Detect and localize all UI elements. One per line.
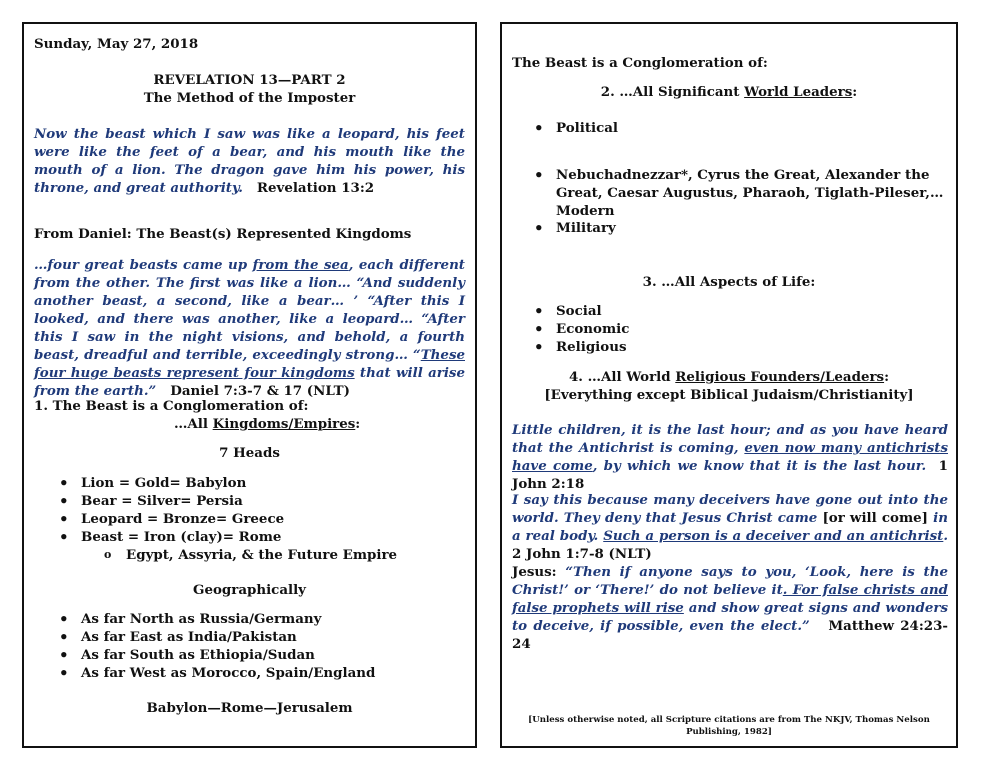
list-item: • As far North as Russia/Germany	[59, 610, 375, 628]
leaders-list	[534, 119, 949, 137]
list-item: • As far South as Ethiopia/Sudan	[59, 646, 375, 664]
point1-sub-post: :	[355, 416, 361, 432]
list-item: • Religious	[534, 338, 629, 356]
quote-speaker: Jesus:	[512, 564, 566, 580]
quote-ref: Matthew 24:23-24	[512, 618, 948, 652]
leaders-list-military	[534, 219, 949, 237]
quote-part: and show great signs and wonders to deceive, if possible, even the elect.”	[512, 600, 948, 634]
list-item: o Egypt, Assyria, & the Future Empire	[104, 546, 397, 564]
right-heading: The Beast is a Conglomeration of:	[512, 55, 768, 71]
quote-ref: 1 John 2:18	[512, 458, 948, 492]
sermon-subtitle: The Method of the Imposter	[143, 90, 356, 106]
point4-post: :	[884, 369, 890, 385]
list-item: • Lion = Gold= Babylon	[59, 474, 284, 492]
list-item: • Political	[534, 119, 949, 137]
quote-part: in a real body.	[512, 510, 948, 544]
footnote: [Unless otherwise noted, all Scripture citations are from The NKJV, Thomas Nelson Publishing, 1982]	[528, 715, 930, 737]
quote-part: “Then if anyone says to you, ‘Look, here is the Christ!’ or ‘There!’ do not believe it	[512, 564, 948, 598]
quote-part: …four great beasts came up	[34, 257, 253, 273]
geo-heading: Geographically	[193, 582, 306, 598]
quote-bracket: [or will come]	[822, 510, 928, 526]
quote-text: Now the beast which I saw was like a leopard, his feet were like the feet of a bear, and his mouth like the mouth of a lion. The dragon gave him his power, his throne, and great authority.	[34, 126, 465, 196]
closing-line: Babylon—Rome—Jerusalem	[146, 700, 353, 716]
quote-part: I say this because many deceivers have gone out into the world. They deny that Jesus Christ came	[512, 492, 948, 526]
quote-part: .	[943, 528, 949, 544]
quote-revelation	[34, 125, 465, 197]
list-item: • Leopard = Bronze= Greece	[59, 510, 284, 528]
point2-underlined: World Leaders	[744, 84, 853, 100]
list-item: • Military	[534, 219, 949, 237]
point2-heading	[512, 83, 946, 101]
date: Sunday, May 27, 2018	[34, 36, 199, 52]
heads-heading: 7 Heads	[219, 445, 280, 461]
quote-part: , by which we know that it is the last hour.	[592, 458, 927, 474]
quote-underlined: even now many antichrists have come	[512, 440, 948, 474]
left-page	[22, 22, 477, 748]
point1-sub-pre: …All	[174, 416, 213, 432]
quote-matthew	[512, 563, 948, 653]
right-page	[500, 22, 958, 748]
quote-1john	[512, 421, 948, 493]
list-item: • As far East as India/Pakistan	[59, 628, 375, 646]
sermon-title: REVELATION 13—PART 2	[153, 72, 346, 88]
list-item: • As far West as Morocco, Spain/England	[59, 664, 375, 682]
point4-line2: [Everything except Biblical Judaism/Christianity]	[544, 387, 914, 403]
point2-post: :	[852, 84, 858, 100]
list-item: • Beast = Iron (clay)= Rome	[59, 528, 284, 546]
point1-sub-underlined: Kingdoms/Empires	[212, 416, 356, 432]
aspects-list	[534, 302, 629, 356]
point1-heading: 1. The Beast is a Conglomeration of:	[34, 398, 309, 414]
point1-sub	[174, 415, 360, 433]
point4-underlined: Religious Founders/Leaders	[675, 369, 885, 385]
geo-list	[59, 610, 375, 682]
list-item: • Nebuchadnezzar*, Cyrus the Great, Alexander the Great, Caesar Augustus, Pharaoh, Tiglath-Pileser,…Modern	[534, 166, 949, 220]
daniel-heading: From Daniel: The Beast(s) Represented Kingdoms	[34, 226, 412, 242]
quote-part: that will arise from the earth.”	[34, 365, 465, 399]
quote-underlined: . For false christs and false prophets will rise	[512, 582, 948, 616]
quote-daniel	[34, 256, 465, 400]
quote-ref: 2 John 1:7-8 (NLT)	[512, 546, 652, 562]
quote-underlined: Such a person is a deceiver and an antichrist	[603, 528, 944, 544]
point3-heading: 3. …All Aspects of Life:	[642, 274, 816, 290]
quote-part: , each different from the other. The first was like a lion… “And suddenly another beast, a second, like a bear… ’ “After this I looked, and there was another, like a leopard… “After this I saw in the night visions, and behold, a fourth beast, dreadful and terrible, exceedingly strong… “	[34, 257, 465, 363]
leaders-list-names	[534, 166, 949, 220]
quote-ref: Daniel 7:3-7 & 17 (NLT)	[170, 383, 350, 399]
quote-ref: Revelation 13:2	[256, 180, 375, 196]
point2-pre: 2. …All Significant	[600, 84, 745, 100]
list-item: • Economic	[534, 320, 629, 338]
quote-underlined: These four huge beasts represent four kingdoms	[34, 347, 465, 381]
list-item: • Social	[534, 302, 629, 320]
quote-underlined: from the sea	[252, 257, 349, 273]
quote-part: Little children, it is the last hour; and as you have heard that the Antichrist is coming,	[512, 422, 948, 456]
list-item: • Bear = Silver= Persia	[59, 492, 284, 510]
heads-sublist	[104, 546, 397, 564]
heads-list	[59, 474, 284, 546]
point4-heading	[512, 368, 946, 386]
quote-2john	[512, 491, 948, 563]
point4-pre: 4. …All World	[568, 369, 676, 385]
